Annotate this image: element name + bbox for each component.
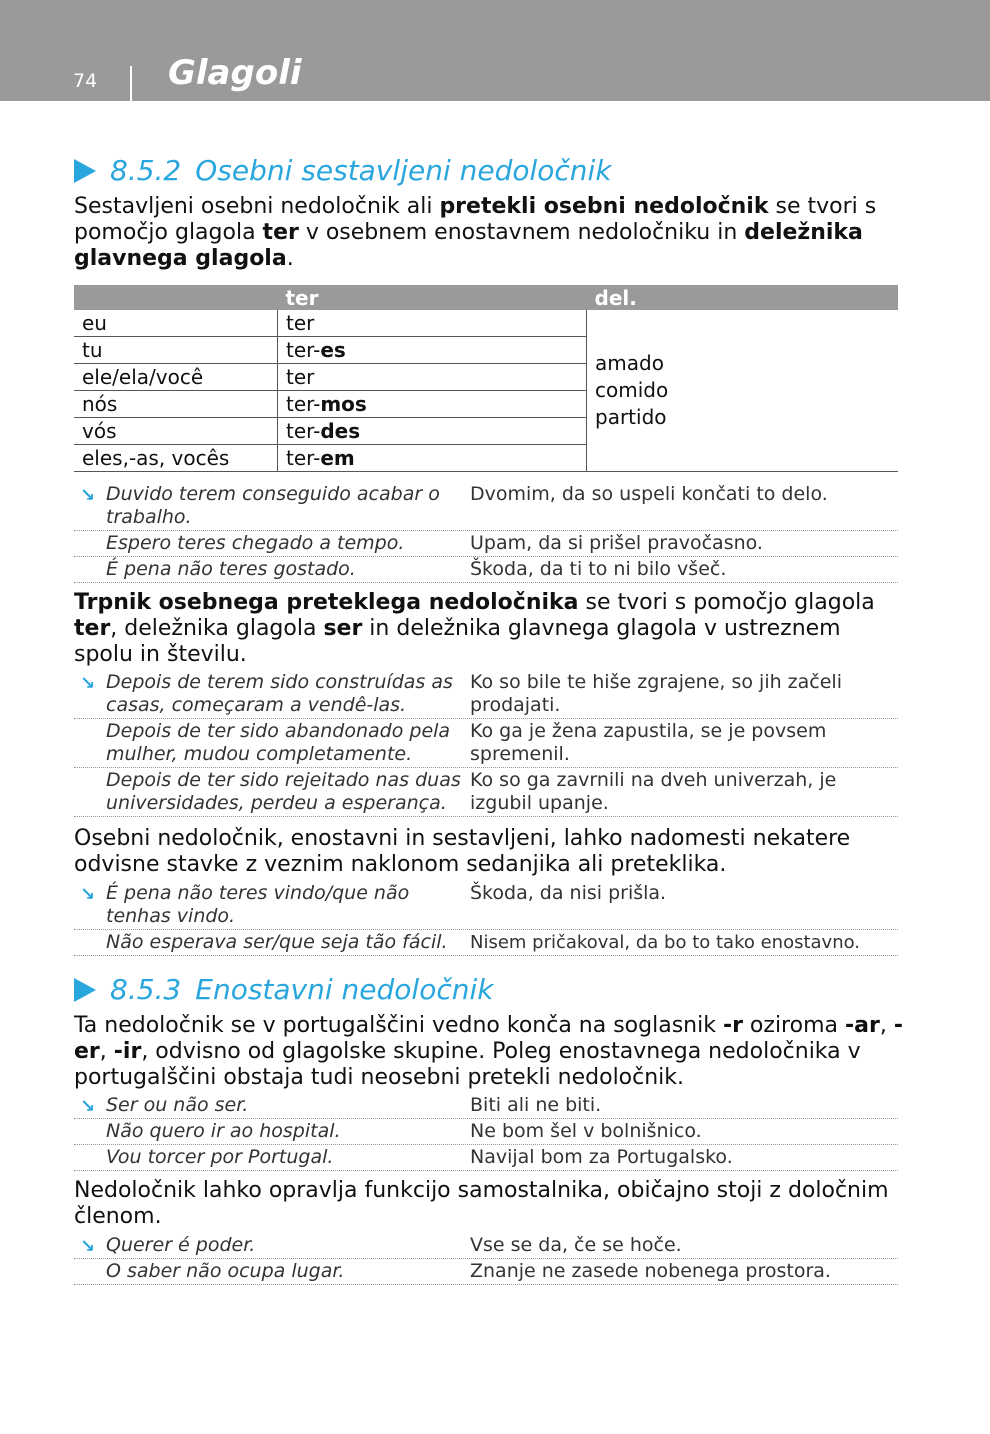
person-cell: vós xyxy=(74,418,278,445)
example-slovene: Ko ga je žena zapustila, se je povsem spremenil. xyxy=(470,720,827,765)
person-cell: eles,-as, vocês xyxy=(74,445,278,472)
example-slovene: Škoda, da ti to ni bilo všeč. xyxy=(470,558,727,580)
table-row xyxy=(74,310,898,337)
example-slovene: Biti ali ne biti. xyxy=(470,1094,602,1116)
triangle-right-icon xyxy=(74,159,96,183)
example-portuguese: ↘ Querer é poder. xyxy=(80,1234,256,1257)
list-item xyxy=(74,930,898,956)
triangle-right-icon xyxy=(74,978,96,1002)
section-number: 8.5.2 xyxy=(110,154,182,187)
person-cell: ele/ela/você xyxy=(74,364,278,391)
page-header xyxy=(0,0,990,101)
list-item xyxy=(74,557,898,583)
conjugation-table xyxy=(74,285,898,472)
arrow-down-right-icon: ↘ xyxy=(80,673,96,694)
list-item xyxy=(74,531,898,557)
person-cell: tu xyxy=(74,337,278,364)
table-header-row xyxy=(74,285,898,310)
list-item xyxy=(74,1233,898,1259)
list-item xyxy=(74,482,898,531)
paragraph-1: Sestavljeni osebni nedoločnik ali pretekli osebni nedoločnik se tvori s pomočjo glagola ter v osebnem enostavnem nedoločniku in deležnika glavnega glagola. xyxy=(74,194,877,271)
example-portuguese: ↘ Ser ou não ser. xyxy=(80,1094,249,1117)
example-slovene: Ko so bile te hiše zgrajene, so jih začeli prodajati. xyxy=(470,671,842,716)
arrow-down-right-icon: ↘ xyxy=(80,485,96,506)
example-slovene: Navijal bom za Portugalsko. xyxy=(470,1146,733,1168)
example-list-1 xyxy=(74,482,898,583)
example-portuguese: É pena não teres gostado. xyxy=(106,558,356,580)
table-header-ter: ter xyxy=(278,285,587,310)
example-portuguese: Vou torcer por Portugal. xyxy=(106,1146,334,1168)
example-portuguese: ↘ Depois de terem sido construídas as casas, começaram a vendê-las. xyxy=(80,671,453,716)
example-slovene: Ko so ga zavrnili na dveh univerzah, je izgubil upanje. xyxy=(470,769,837,814)
form-cell: ter-em xyxy=(278,445,587,472)
person-cell: nós xyxy=(74,391,278,418)
example-slovene: Ne bom šel v bolnišnico. xyxy=(470,1120,702,1142)
arrow-down-right-icon: ↘ xyxy=(80,884,96,905)
participle-cell xyxy=(587,310,899,472)
chapter-title: Glagoli xyxy=(168,53,302,93)
list-item xyxy=(74,1119,898,1145)
example-slovene: Znanje ne zasede nobenega prostora. xyxy=(470,1260,831,1282)
example-portuguese: Espero teres chegado a tempo. xyxy=(106,532,405,554)
paragraph-4: Ta nedoločnik se v portugalščini vedno konča na soglasnik -r oziroma -ar, -er, -ir, odvisno od glagolske skupine. Poleg enostavnega nedoločnika v portugalščini obstaja tudi neosebni pretekli nedoločnik. xyxy=(74,1013,903,1090)
example-slovene: Upam, da si prišel pravočasno. xyxy=(470,532,763,554)
example-slovene: Nisem pričakoval, da bo to tako enostavno. xyxy=(470,932,861,953)
example-portuguese: Depois de ter sido abandonado pela mulher, mudou completamente. xyxy=(106,720,451,765)
form-cell: ter xyxy=(278,364,587,391)
example-portuguese: ↘ É pena não teres vindo/que não tenhas vindo. xyxy=(80,882,410,927)
example-slovene: Vse se da, če se hoče. xyxy=(470,1234,682,1256)
paragraph-3: Osebni nedoločnik, enostavni in sestavljeni, lahko nadomesti nekatere odvisne stavke z veznim naklonom sedanjika ali preteklika. xyxy=(74,826,851,877)
list-item xyxy=(74,670,898,719)
list-item xyxy=(74,1093,898,1119)
table-header-participle: del. xyxy=(587,285,899,310)
example-slovene: Dvomim, da so uspeli končati to delo. xyxy=(470,483,828,505)
section-heading-8-5-2 xyxy=(74,154,612,187)
example-portuguese: Não esperava ser/que seja tão fácil. xyxy=(106,931,448,953)
example-slovene: Škoda, da nisi prišla. xyxy=(470,882,667,904)
page-number: 74 xyxy=(73,70,98,92)
list-item xyxy=(74,881,898,930)
paragraph-2: Trpnik osebnega preteklega nedoločnika se tvori s pomočjo glagola ter, deležnika glagola ser in deležnika glavnega glagola v ustreznem spolu in številu. xyxy=(74,590,875,667)
list-item xyxy=(74,1145,898,1171)
participle-item: partido xyxy=(595,405,667,429)
form-cell: ter-es xyxy=(278,337,587,364)
arrow-down-right-icon: ↘ xyxy=(80,1236,96,1257)
example-list-4 xyxy=(74,1093,898,1171)
example-list-5 xyxy=(74,1233,898,1285)
section-title: Osebni sestavljeni nedoločnik xyxy=(195,154,612,187)
form-cell: ter-des xyxy=(278,418,587,445)
participle-item: amado xyxy=(595,351,664,375)
participle-item: comido xyxy=(595,378,669,402)
example-portuguese: ↘ Duvido terem conseguido acabar o trabalho. xyxy=(80,483,440,528)
example-portuguese: Não quero ir ao hospital. xyxy=(106,1120,341,1142)
header-divider xyxy=(130,66,132,101)
paragraph-5: Nedoločnik lahko opravlja funkcijo samostalnika, običajno stoji z določnim členom. xyxy=(74,1178,889,1229)
form-cell: ter-mos xyxy=(278,391,587,418)
table-header-person xyxy=(74,285,278,310)
section-number: 8.5.3 xyxy=(110,973,182,1006)
example-list-2 xyxy=(74,670,898,817)
list-item xyxy=(74,1259,898,1285)
example-list-3 xyxy=(74,881,898,956)
list-item xyxy=(74,719,898,768)
person-cell: eu xyxy=(74,310,278,337)
section-title: Enostavni nedoločnik xyxy=(195,973,494,1006)
section-heading-8-5-3 xyxy=(74,973,493,1006)
example-portuguese: Depois de ter sido rejeitado nas duas universidades, perdeu a esperança. xyxy=(106,769,461,814)
form-cell: ter xyxy=(278,310,587,337)
list-item xyxy=(74,768,898,817)
example-portuguese: O saber não ocupa lugar. xyxy=(106,1260,345,1282)
arrow-down-right-icon: ↘ xyxy=(80,1096,96,1117)
